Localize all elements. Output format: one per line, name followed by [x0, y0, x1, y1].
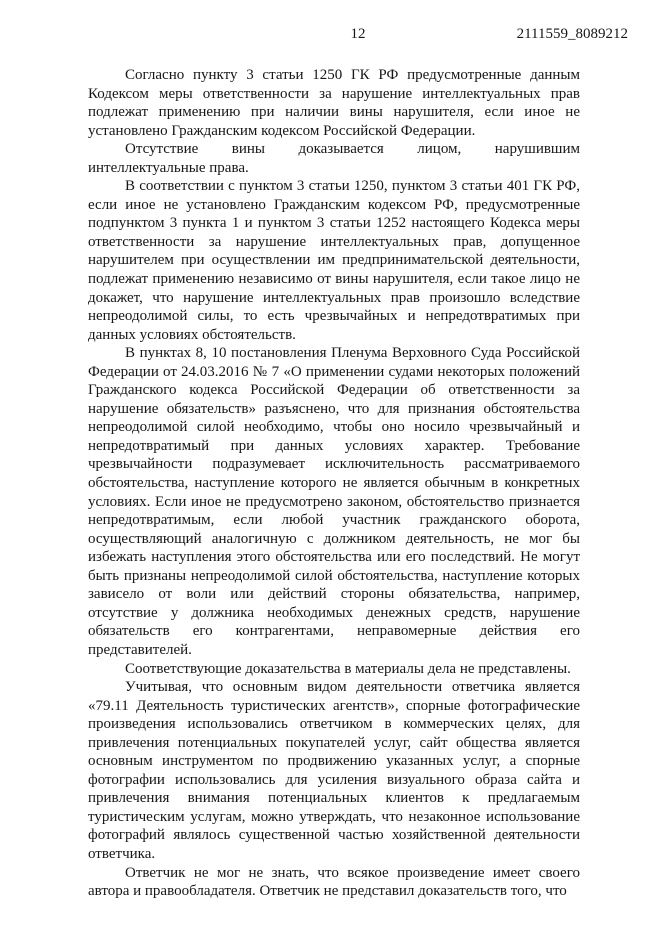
- paragraph: Учитывая, что основным видом деятельности ответчика является «79.11 Деятельность туристических агентств», спорные фотографические произведения использовались ответчиком в коммерческих целях, для привлечения потенциальных покупателей услуг, сайт общества является основным инструментом по продвижению указанных услуг, а спорные фотографии использовались для усиления визуального образа сайта и привлечения внимания потенциальных клиентов к предлагаемым туристическим услугам, можно утверждать, что незаконное использование фотографий являлось существенной частью хозяйственной деятельности ответчика.: [88, 679, 580, 862]
- paragraph: Соответствующие доказательства в материалы дела не представлены.: [125, 660, 571, 677]
- page-number: 12: [350, 26, 366, 42]
- document-id: 2111559_8089212: [516, 26, 628, 42]
- paragraph: В соответствии с пунктом 3 статьи 1250, пунктом 3 статьи 401 ГК РФ, если иное не установлено Гражданским кодексом РФ, предусмотренные подпунктом 3 пункта 1 и пунктом 3 статьи 1252 настоящего Кодекса меры ответственности за нарушение интеллектуальных прав, допущенное нарушителем при осуществлении им предпринимательской деятельности, подлежат применению независимо от вины нарушителя, если такое лицо не докажет, что нарушение интеллектуальных прав произошло вследствие непреодолимой силы, то есть чрезвычайных и непредотвратимых при данных условиях обстоятельств.: [88, 178, 580, 343]
- paragraph: Согласно пункту 3 статьи 1250 ГК РФ предусмотренные данным Кодексом меры ответственности за нарушение интеллектуальных прав подлежат применению при наличии вины нарушителя, если иное не установлено Гражданским кодексом Российской Федерации.: [88, 67, 580, 139]
- paragraph: Ответчик не мог не знать, что всякое произведение имеет своего автора и правообладателя. Ответчик не представил доказательств того, что: [88, 864, 580, 900]
- paragraph: В пунктах 8, 10 постановления Пленума Верховного Суда Российской Федерации от 24.03.2016 № 7 «О применении судами некоторых положений Гражданского кодекса Российской Федерации об ответственности за нарушение обязательств» разъяснено, что для признания обстоятельства непреодолимой силой необходимо, чтобы оно носило чрезвычайный и непредотвратимый при данных условиях характер. Требование чрезвычайности подразумевает исключительность рассматриваемого обстоятельства, наступление которого не является обычным в конкретных условиях. Если иное не предусмотрено законом, обстоятельство признается непредотвратимым, если любой участник гражданского оборота, осуществляющий аналогичную с должником деятельность, не мог бы избежать наступления этого обстоятельства или его последствий. Не могут быть признаны непреодолимой силой обстоятельства, наступление которых зависело от воли или действий стороны обязательства, например, отсутствие у должника необходимых денежных средств, нарушение обязательств его контрагентами, неправомерные действия его представителей.: [88, 345, 580, 658]
- document-body: [88, 66, 580, 901]
- page-header: [88, 25, 628, 45]
- paragraph: Отсутствие вины доказывается лицом, нарушившим интеллектуальные права.: [88, 141, 580, 176]
